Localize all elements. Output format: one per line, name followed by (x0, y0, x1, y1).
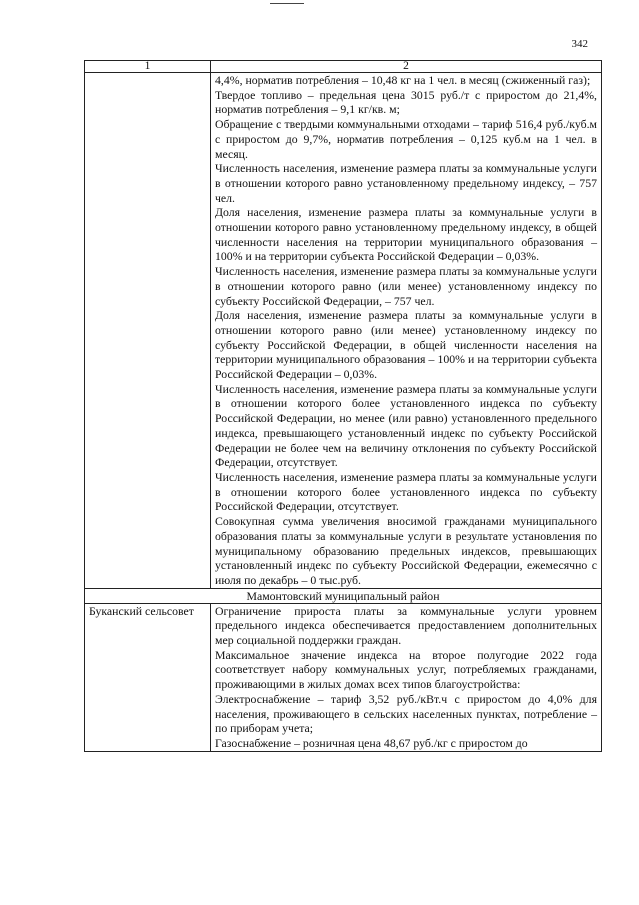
paragraph: Доля населения, изменение размера платы за коммунальные услуги в отношении которого равно (или менее) установленному индексу по субъекту Российской Федерации, в общей численности населения на территории муниципального образования – 100% и на территории субъекта Российской Федерации – 0,03%. (215, 308, 597, 382)
paragraph: Совокупная сумма увеличения вносимой гражданами муниципального образования платы за коммунальные услуги в результате установления по муниципальному образованию предельных индексов, превышающих установленный индекс по субъекту Российской Федерации, ежемесячно с июля по декабрь – 0 тыс.руб. (215, 514, 597, 587)
header-col-1: 1 (85, 61, 211, 73)
paragraph: Твердое топливо – предельная цена 3015 руб./т с приростом до 21,4%, норматив потребления – 9,1 кг/кв. м; (215, 87, 597, 117)
paragraph: Обращение с твердыми коммунальными отходами – тариф 516,4 руб./куб.м с приростом до 9,7%, норматив потребления – 0,125 куб.м на 1 чел. в месяц. (215, 117, 597, 161)
paragraph: Численность населения, изменение размера платы за коммунальные услуги в отношении которого более установленного индекса по субъекту Российской Федерации, отсутствует. (215, 469, 597, 514)
table-row (85, 73, 602, 589)
table-row (85, 603, 602, 751)
paragraph: Численность населения, изменение размера платы за коммунальные услуги в отношении которого более установленного индекса по субъекту Российской Федерации, но менее (или равно) установленного предельного индекса, превышающего установленный индекс по субъекту Российской Федерации не более чем на величину отклонения по субъекту Российской Федерации, отсутствует. (215, 381, 597, 470)
paragraph: Максимальное значение индекса на второе полугодие 2022 года соответствует набору коммунальных услуг, потребляемых гражданами, проживающими в жилых домах всех типов благоустройства: (215, 647, 597, 692)
paragraph: Доля населения, изменение размера платы за коммунальные услуги в отношении которого равно установленному предельному индексу, в общей численности населения на территории муниципального образования – 100% и на территории субъекта Российской Федерации – 0,03%. (215, 205, 597, 264)
paragraph: Численность населения, изменение размера платы за коммунальные услуги в отношении которого равно (или менее) установленному индексу по субъекту Российской Федерации, – 757 чел. (215, 264, 597, 308)
table-header-row (85, 61, 602, 73)
content-cell (211, 73, 602, 589)
header-col-2: 2 (211, 61, 602, 73)
paragraph: Электроснабжение – тариф 3,52 руб./кВт.ч с приростом до 4,0% для населения, проживающего в сельских населенных пунктах, потребление – по приборам учета; (215, 691, 597, 736)
top-mark (270, 3, 304, 4)
document-table (84, 60, 602, 752)
district-row (85, 588, 602, 603)
paragraph: 4,4%, норматив потребления – 10,48 кг на 1 чел. в месяц (сжиженный газ); (215, 73, 591, 87)
page-number: 342 (571, 38, 588, 50)
area-name: Буканский сельсовет (85, 603, 211, 751)
district-name: Мамонтовский муниципальный район (85, 588, 602, 603)
content-cell (211, 603, 602, 751)
paragraph: Ограничение прироста платы за коммунальные услуги уровнем предельного индекса обеспечивается предоставлением дополнительных мер социальной поддержки граждан. (215, 603, 597, 648)
paragraph: Газоснабжение – розничная цена 48,67 руб./кг с приростом до (215, 735, 528, 750)
area-cell-empty (85, 73, 211, 589)
paragraph: Численность населения, изменение размера платы за коммунальные услуги в отношении которого равно установленному предельному индексу, – 757 чел. (215, 161, 597, 205)
